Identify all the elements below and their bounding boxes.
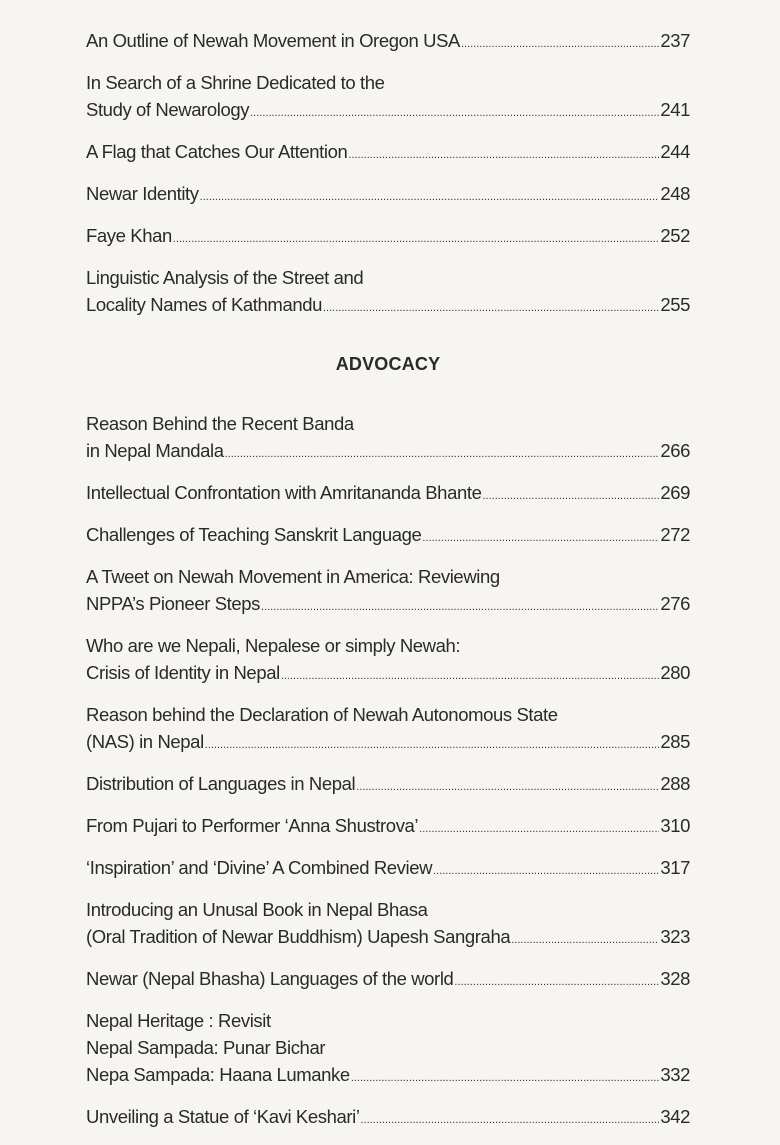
dot-leader xyxy=(323,295,659,322)
page-number: 255 xyxy=(660,294,690,315)
toc-entry xyxy=(86,138,690,169)
dot-leader xyxy=(461,31,659,58)
dot-leader xyxy=(361,1107,660,1134)
toc-entry xyxy=(86,27,690,58)
toc-entry-last-line xyxy=(86,590,690,621)
toc-entry xyxy=(86,222,690,253)
table-of-contents xyxy=(86,27,690,1145)
entry-title: Newar (Nepal Bhasha) Languages of the world xyxy=(86,968,454,989)
dot-leader xyxy=(454,969,659,996)
entry-title: A Flag that Catches Our Attention xyxy=(86,141,348,162)
entry-title: Nepal Heritage : Revisit xyxy=(86,1010,271,1031)
page-number: 323 xyxy=(660,926,690,947)
dot-leader xyxy=(173,226,659,253)
entry-title: Unveiling a Statue of ‘Kavi Keshari’ xyxy=(86,1106,360,1127)
toc-entry xyxy=(86,896,690,954)
entry-title: In Search of a Shrine Dedicated to the xyxy=(86,72,385,93)
page-number: 280 xyxy=(660,662,690,683)
entry-title: From Pujari to Performer ‘Anna Shustrova’ xyxy=(86,815,419,836)
entry-title: Locality Names of Kathmandu xyxy=(86,294,322,315)
entry-title: An Outline of Newah Movement in Oregon USA xyxy=(86,30,460,51)
entry-title: ‘Inspiration’ and ‘Divine’ A Combined Review xyxy=(86,857,433,878)
toc-entry xyxy=(86,563,690,621)
toc-entry-last-line xyxy=(86,659,690,690)
toc-entry xyxy=(86,965,690,996)
dot-leader xyxy=(250,100,659,127)
toc-entry-last-line xyxy=(86,965,690,996)
toc-entry xyxy=(86,632,690,690)
toc-entry-last-line xyxy=(86,812,690,843)
page-number: 288 xyxy=(660,773,690,794)
page-number: 266 xyxy=(660,440,690,461)
toc-entry xyxy=(86,770,690,801)
page-number: 317 xyxy=(660,857,690,878)
dot-leader xyxy=(351,1065,660,1092)
entry-title: Linguistic Analysis of the Street and xyxy=(86,267,364,288)
entry-title: NPPA’s Pioneer Steps xyxy=(86,593,261,614)
toc-entry-last-line xyxy=(86,437,690,468)
toc-entry xyxy=(86,410,690,468)
toc-entry-last-line xyxy=(86,138,690,169)
toc-entry-last-line xyxy=(86,1061,690,1092)
entry-title: (NAS) in Nepal xyxy=(86,731,204,752)
toc-entry-last-line xyxy=(86,27,690,58)
dot-leader xyxy=(348,142,659,169)
entry-title: in Nepal Mandala xyxy=(86,440,224,461)
page-number: 241 xyxy=(660,99,690,120)
page-number: 248 xyxy=(660,183,690,204)
toc-entry xyxy=(86,69,690,127)
entry-title: Reason behind the Declaration of Newah Autonomous State xyxy=(86,704,558,725)
toc-entry xyxy=(86,479,690,510)
entry-title: Faye Khan xyxy=(86,225,172,246)
page-number: 285 xyxy=(660,731,690,752)
toc-entry-last-line xyxy=(86,479,690,510)
entry-title: Who are we Nepali, Nepalese or simply Newah: xyxy=(86,635,461,656)
dot-leader xyxy=(433,858,659,885)
dot-leader xyxy=(511,927,659,954)
entry-title: Nepa Sampada: Haana Lumanke xyxy=(86,1064,350,1085)
page-number: 237 xyxy=(660,30,690,51)
toc-entry-last-line xyxy=(86,854,690,885)
entry-title: Distribution of Languages in Nepal xyxy=(86,773,356,794)
entry-title: Crisis of Identity in Nepal xyxy=(86,662,280,683)
toc-entry xyxy=(86,180,690,211)
page-number: 342 xyxy=(660,1106,690,1127)
toc-entry-last-line xyxy=(86,180,690,211)
entry-title: Nepal Sampada: Punar Bichar xyxy=(86,1037,326,1058)
entry-title: Introducing an Unusal Book in Nepal Bhasa xyxy=(86,899,428,920)
toc-entry-last-line xyxy=(86,728,690,759)
toc-entry-last-line xyxy=(86,96,690,127)
dot-leader xyxy=(225,441,660,468)
toc-entry xyxy=(86,264,690,322)
toc-entry xyxy=(86,1007,690,1092)
dot-leader xyxy=(261,594,659,621)
page-number: 252 xyxy=(660,225,690,246)
toc-entry xyxy=(86,812,690,843)
entry-title: Study of Newarology xyxy=(86,99,250,120)
page-number: 276 xyxy=(660,593,690,614)
toc-entry-last-line xyxy=(86,923,690,954)
toc-entry xyxy=(86,701,690,759)
entry-title: Intellectual Confrontation with Amritananda Bhante xyxy=(86,482,482,503)
toc-entry-last-line xyxy=(86,521,690,552)
entry-title: Challenges of Teaching Sanskrit Language xyxy=(86,524,422,545)
dot-leader xyxy=(200,184,660,211)
page-number: 310 xyxy=(660,815,690,836)
entry-title: A Tweet on Newah Movement in America: Reviewing xyxy=(86,566,500,587)
dot-leader xyxy=(356,774,659,801)
dot-leader xyxy=(422,525,659,552)
page-number: 332 xyxy=(660,1064,690,1085)
dot-leader xyxy=(482,483,659,510)
toc-entry-last-line xyxy=(86,291,690,322)
entry-title: Newar Identity xyxy=(86,183,199,204)
toc-entry-last-line xyxy=(86,770,690,801)
section-heading: ADVOCACY xyxy=(335,354,441,374)
dot-leader xyxy=(205,732,660,759)
entry-title: Reason Behind the Recent Banda xyxy=(86,413,354,434)
toc-entry xyxy=(86,521,690,552)
dot-leader xyxy=(419,816,659,843)
toc-entry xyxy=(86,854,690,885)
page-number: 328 xyxy=(660,968,690,989)
toc-entry-last-line xyxy=(86,222,690,253)
page-number: 272 xyxy=(660,524,690,545)
dot-leader xyxy=(281,663,660,690)
entry-title: (Oral Tradition of Newar Buddhism) Uapesh Sangraha xyxy=(86,926,511,947)
page-number: 269 xyxy=(660,482,690,503)
page-number: 244 xyxy=(660,141,690,162)
